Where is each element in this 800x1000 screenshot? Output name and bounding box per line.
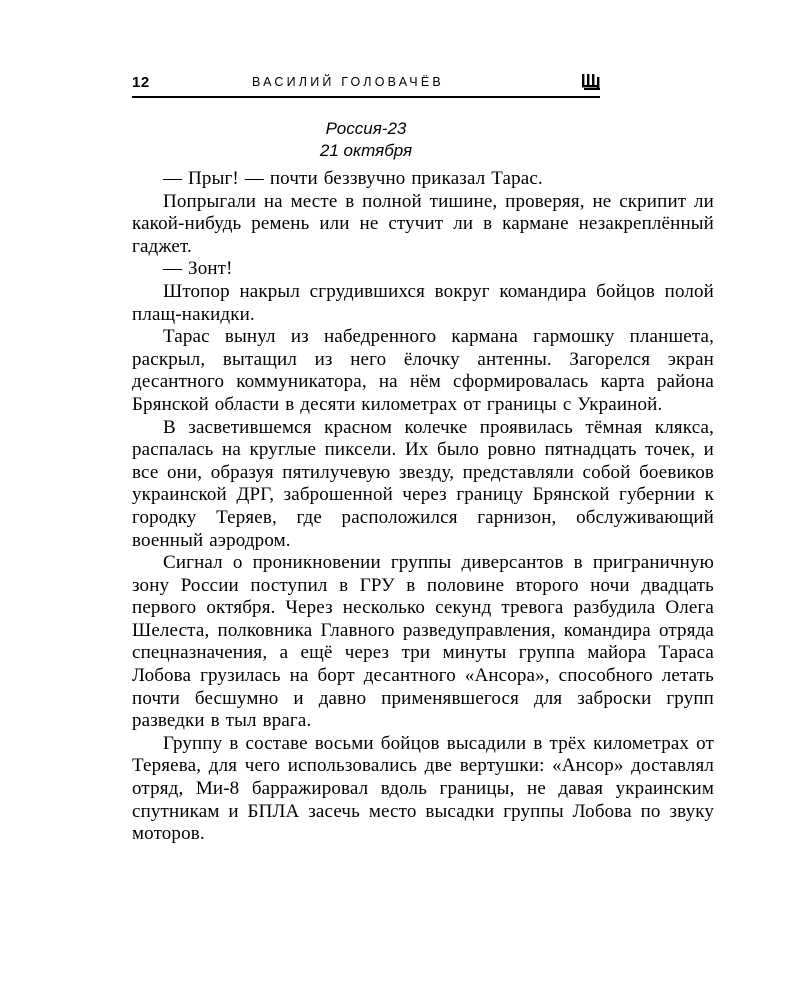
- paragraph: Попрыгали на месте в полной тишине, проверяя, не скрипит ли какой-нибудь ремень или не стучит ли в кармане незакреплённый гаджет.: [132, 190, 714, 257]
- author-name: ВАСИЛИЙ ГОЛОВАЧЁВ: [252, 75, 444, 89]
- paragraph: Сигнал о проникновении группы диверсантов в приграничную зону России поступил в ГРУ в половине второго ночи двадцать первого октября. Через несколько секунд тревога разбудила Олега Шелеста, полковника Главного разведуправления, командира отряда спецназначения, а ещё через три минуты группа майора Тараса Лобова грузилась на борт десантного «Ансора», способного летать почти бесшумно и давно применявшегося для заброски групп разведки в тыл врага.: [132, 552, 714, 732]
- publisher-logo-icon: [582, 74, 600, 90]
- chapter-heading: [132, 118, 600, 162]
- paragraph: — Зонт!: [163, 258, 233, 280]
- paragraph: Группу в составе восьми бойцов высадили в трёх километрах от Теряева, для чего использовались две вертушки: «Ансор» доставлял отряд, Ми-8 барражировал вдоль границы, не давая украинским спутникам и БПЛА засечь место высадки группы Лобова по звуку моторов.: [132, 732, 714, 845]
- page-number: 12: [132, 74, 150, 91]
- paragraph: — Прыг! — почти беззвучно приказал Тарас.: [163, 168, 543, 189]
- paragraph: В засветившемся красном колечке проявилась тёмная клякса, распалась на круглые пиксели. Их было ровно пятнадцать точек, и все они, образуя пятилучевую звезду, представляли собой боевиков украинской ДРГ, заброшенной через границу Брянской губернии к городку Теряев, где расположился гарнизон, обслуживающий военный аэродром.: [132, 416, 714, 551]
- running-header: [132, 72, 600, 98]
- paragraph: Штопор накрыл сгрудившихся вокруг командира бойцов полой плащ-накидки.: [132, 280, 714, 325]
- body-text: [132, 168, 714, 846]
- paragraph: Тарас вынул из набедренного кармана гармошку планшета, раскрыл, вытащил из него ёлочку антенны. Загорелся экран десантного коммуникатора, на нём сформировалась карта района Брянской области в десяти километрах от границы с Украиной.: [132, 326, 714, 415]
- chapter-date: 21 октября: [319, 141, 413, 160]
- chapter-place: Россия-23: [325, 119, 407, 138]
